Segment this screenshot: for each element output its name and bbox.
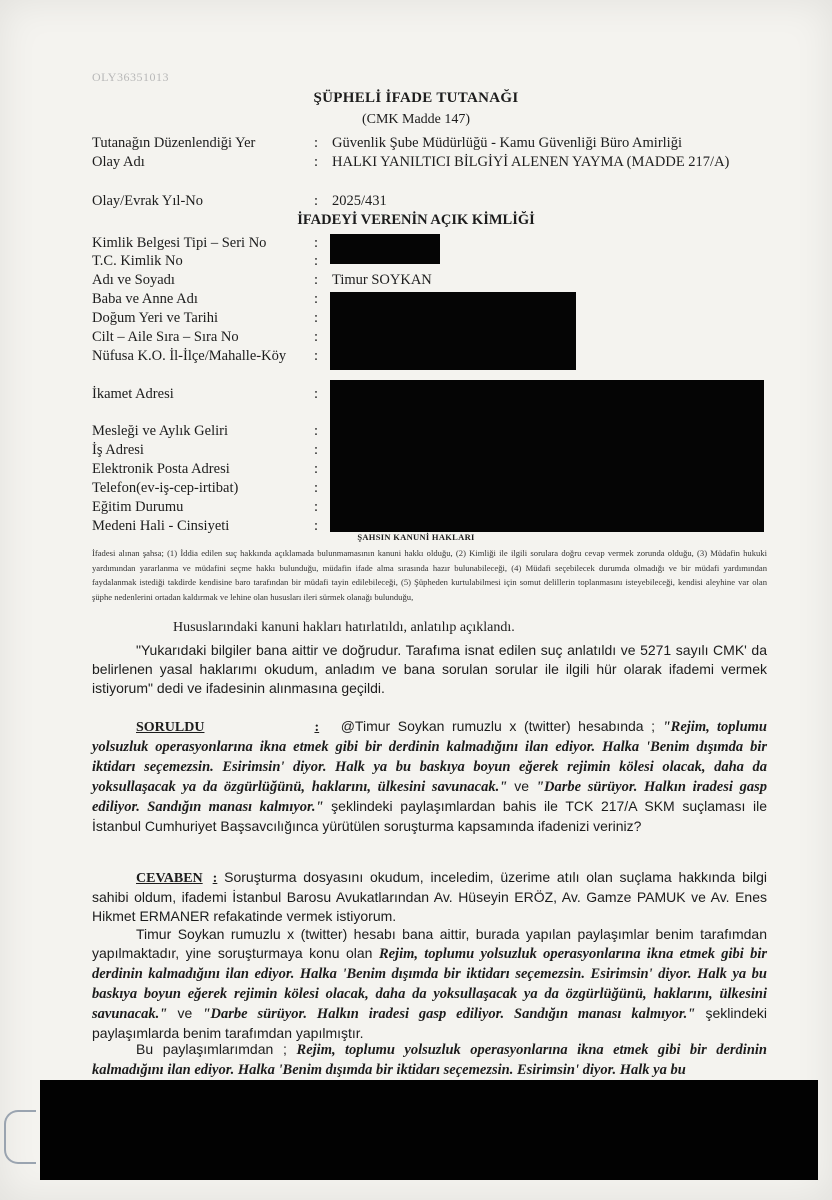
field-colon: : (314, 291, 319, 307)
field-label: İkamet Adresi (92, 386, 174, 402)
question-mid: ve (507, 778, 536, 794)
redaction-block-bottom (40, 1080, 818, 1180)
document-subtitle: (CMK Madde 147) (361, 112, 471, 127)
redaction-block (330, 234, 440, 264)
answer-p2-quote2: "Darbe sürüyor. Halkın iradesi gasp ediliyor. Sandığın manası kalmıyor." (202, 1006, 696, 1022)
answer-p2-outro: şeklindeki paylaşımlarda benim tarafımdan yapılmıştır. (92, 1005, 767, 1041)
field-colon: : (314, 154, 319, 170)
reference-number: OLY36351013 (92, 70, 169, 84)
field-colon: : (314, 310, 319, 326)
identity-section-title: İFADEYİ VERENİN AÇIK KİMLİĞİ (297, 212, 535, 228)
answer-text: Soruşturma dosyasını okudum, inceledim, üzerime atılı olan suçlama hakkında bilgi sahibi oldum, ifademi İstanbul Barosu Avukatlarından Av. Hüseyin ERÖZ, Av. Gamze PAMUK ve Av. Enes Hikmet ERMANER refakatinde vermek istiyorum. (92, 869, 767, 924)
field-label: T.C. Kimlik No (92, 253, 183, 269)
field-value: Güvenlik Şube Müdürlüğü - Kamu Güvenliği Büro Amirliği (332, 135, 682, 151)
field-label: Baba ve Anne Adı (92, 291, 198, 307)
field-label: Olay Adı (92, 154, 145, 170)
field-label: Adı ve Soyadı (92, 272, 175, 288)
field-colon: : (314, 329, 319, 345)
field-colon: : (314, 386, 319, 402)
field-label: Tutanağın Düzenlendiği Yer (92, 135, 256, 151)
answer-p3-quote: Rejim, toplumu yolsuzluk operasyonlarına ikna etmek gibi bir derdinin kalmadığını ilan ediyor. Halka 'Benim dışımda bir iktidarı seçemezsin. Esirimsin' diyor. Halk ya bu (92, 1042, 767, 1078)
question-outro: şeklindeki paylaşımlardan bahis ile TCK 217/A SKM suçlaması ile İstanbul Cumhuriyet Başsavcılığınca yürütülen soruşturma kapsamında ifadenizi veriniz? (92, 798, 767, 834)
field-colon: : (314, 518, 319, 534)
field-colon: : (314, 193, 319, 209)
field-label: Telefon(ev-iş-cep-irtibat) (92, 480, 239, 496)
redaction-block (330, 292, 576, 370)
question-intro: @Timur Soykan rumuzlu x (twitter) hesabında ; (340, 718, 663, 734)
paper-clip-icon (4, 1110, 36, 1164)
field-label: İş Adresi (92, 442, 144, 458)
field-value: HALKI YANILTICI BİLGİYİ ALENEN YAYMA (MADDE 217/A) (332, 154, 730, 170)
question-quote2: "Darbe sürüyor. Halkın iradesi gasp ediliyor. Sandığın manası kalmıyor." (92, 779, 767, 815)
field-label: Nüfusa K.O. İl-İlçe/Mahalle-Köy (92, 348, 287, 364)
field-colon: : (314, 348, 319, 364)
answer-paragraph-3 (92, 1040, 767, 1080)
answer-p2-quote: Rejim, toplumu yolsuzluk operasyonlarına ikna etmek gibi bir derdinin kalmadığını ilan ediyor. Halka 'Benim dışımda bir iktidarı seçemezsin. Esirimsin' diyor. Halk ya bu baskıya boyun eğerek rejimin kölesi olacak, daha da yoksullaşacak ya da özgürlüğünü, haklarını, ülkesini savunacak." (92, 946, 767, 1022)
field-label: Elektronik Posta Adresi (92, 461, 230, 477)
field-colon: : (314, 499, 319, 515)
field-label: Medeni Hali - Cinsiyeti (92, 518, 230, 534)
field-label: Olay/Evrak Yıl-No (92, 193, 204, 209)
redaction-block (330, 380, 764, 532)
field-label: Kimlik Belgesi Tipi – Seri No (92, 235, 267, 251)
rights-text: İfadesi alınan şahsa; (1) İddia edilen suç hakkında açıklamada bulunmamasının kanuni hakkı olduğu, (2) Kimliği ile ilgili sorulara doğru cevap vermek zorunda olduğu, (3) Müdafin hukuki yardımından yararlanma ve müdafini seçme hakkı bulunduğu, müdafin ifade alma sırasında hazır bulunabileceği, (4) Müdafi seçebilecek durumda olmadığı ve bir müdafi yardımından faydalanmak istediği takdirde kendisine baro tarafından bir müdafi tayin edilebileceği, (5) Şüpheden kurtulabilmesi için somut delillerin toplanmasını isteyebileceği, kendisi aleyhine var olan şüphe nedenlerini ortadan kaldırmak ve lehine olan hususları ileri sürmek olanağı bulunduğu, (92, 548, 767, 602)
field-label: Mesleği ve Aylık Geliri (92, 423, 228, 439)
field-colon: : (314, 442, 319, 458)
answer-p2-mid: ve (167, 1005, 203, 1021)
field-value: 2025/431 (332, 193, 387, 209)
field-label: Doğum Yeri ve Tarihi (92, 310, 218, 326)
field-colon: : (314, 423, 319, 439)
rights-reminder: Hususlarındaki kanuni hakları hatırlatıldı, anlatılıp açıklandı. (173, 620, 515, 635)
field-label: Cilt – Aile Sıra – Sıra No (92, 329, 239, 345)
field-label: Eğitim Durumu (92, 499, 184, 515)
answer-p2-intro: Timur Soykan rumuzlu x (twitter) hesabı bana aittir, burada yapılan paylaşımlar benim tarafımdan yapılmaktadır, yine soruşturmaya konu olan (92, 926, 767, 961)
field-colon: : (314, 461, 319, 477)
answer-label: CEVABEN (136, 871, 203, 886)
field-colon: : (314, 480, 319, 496)
rights-title: ŞAHSIN KANUNİ HAKLARI (357, 532, 475, 542)
answer-p3-intro: Bu paylaşımlarımdan ; (136, 1041, 297, 1057)
field-colon: : (314, 135, 319, 151)
question-paragraph (92, 717, 767, 836)
answer-colon: : (212, 871, 218, 886)
field-value: Timur SOYKAN (332, 272, 432, 288)
field-colon: : (314, 235, 319, 251)
question-label: SORULDU (136, 720, 205, 735)
question-quote: "Rejim, toplumu yolsuzluk operasyonlarına ikna etmek gibi bir derdinin kalmadığını ilan ediyor. Halka 'Benim dışımda bir iktidarı seçemezsin. Esirimsin' diyor. Halk ya bu baskıya boyun eğerek rejimin kölesi olacak, daha da yoksullaşacak ya da özgürlüğünü, haklarını, ülkesini savunacak." (92, 719, 767, 795)
answer-paragraph-1 (92, 868, 767, 926)
statement-paragraph: "Yukarıdaki bilgiler bana aittir ve doğrudur. Tarafıma isnat edilen suç anlatıldı ve 5271 sayılı CMK' da belirlenen yasal haklarımı okudum, anladım ve bana sorulan sorular ile ilgili hür olarak ifademi vermek istiyorum" dedi ve ifadesinin alınmasına geçildi. (92, 642, 767, 696)
field-colon: : (314, 272, 319, 288)
answer-paragraph-2 (92, 925, 767, 1043)
field-colon: : (314, 253, 319, 269)
question-colon: : (314, 720, 320, 735)
document-title: ŞÜPHELİ İFADE TUTANAĞI (313, 90, 519, 106)
